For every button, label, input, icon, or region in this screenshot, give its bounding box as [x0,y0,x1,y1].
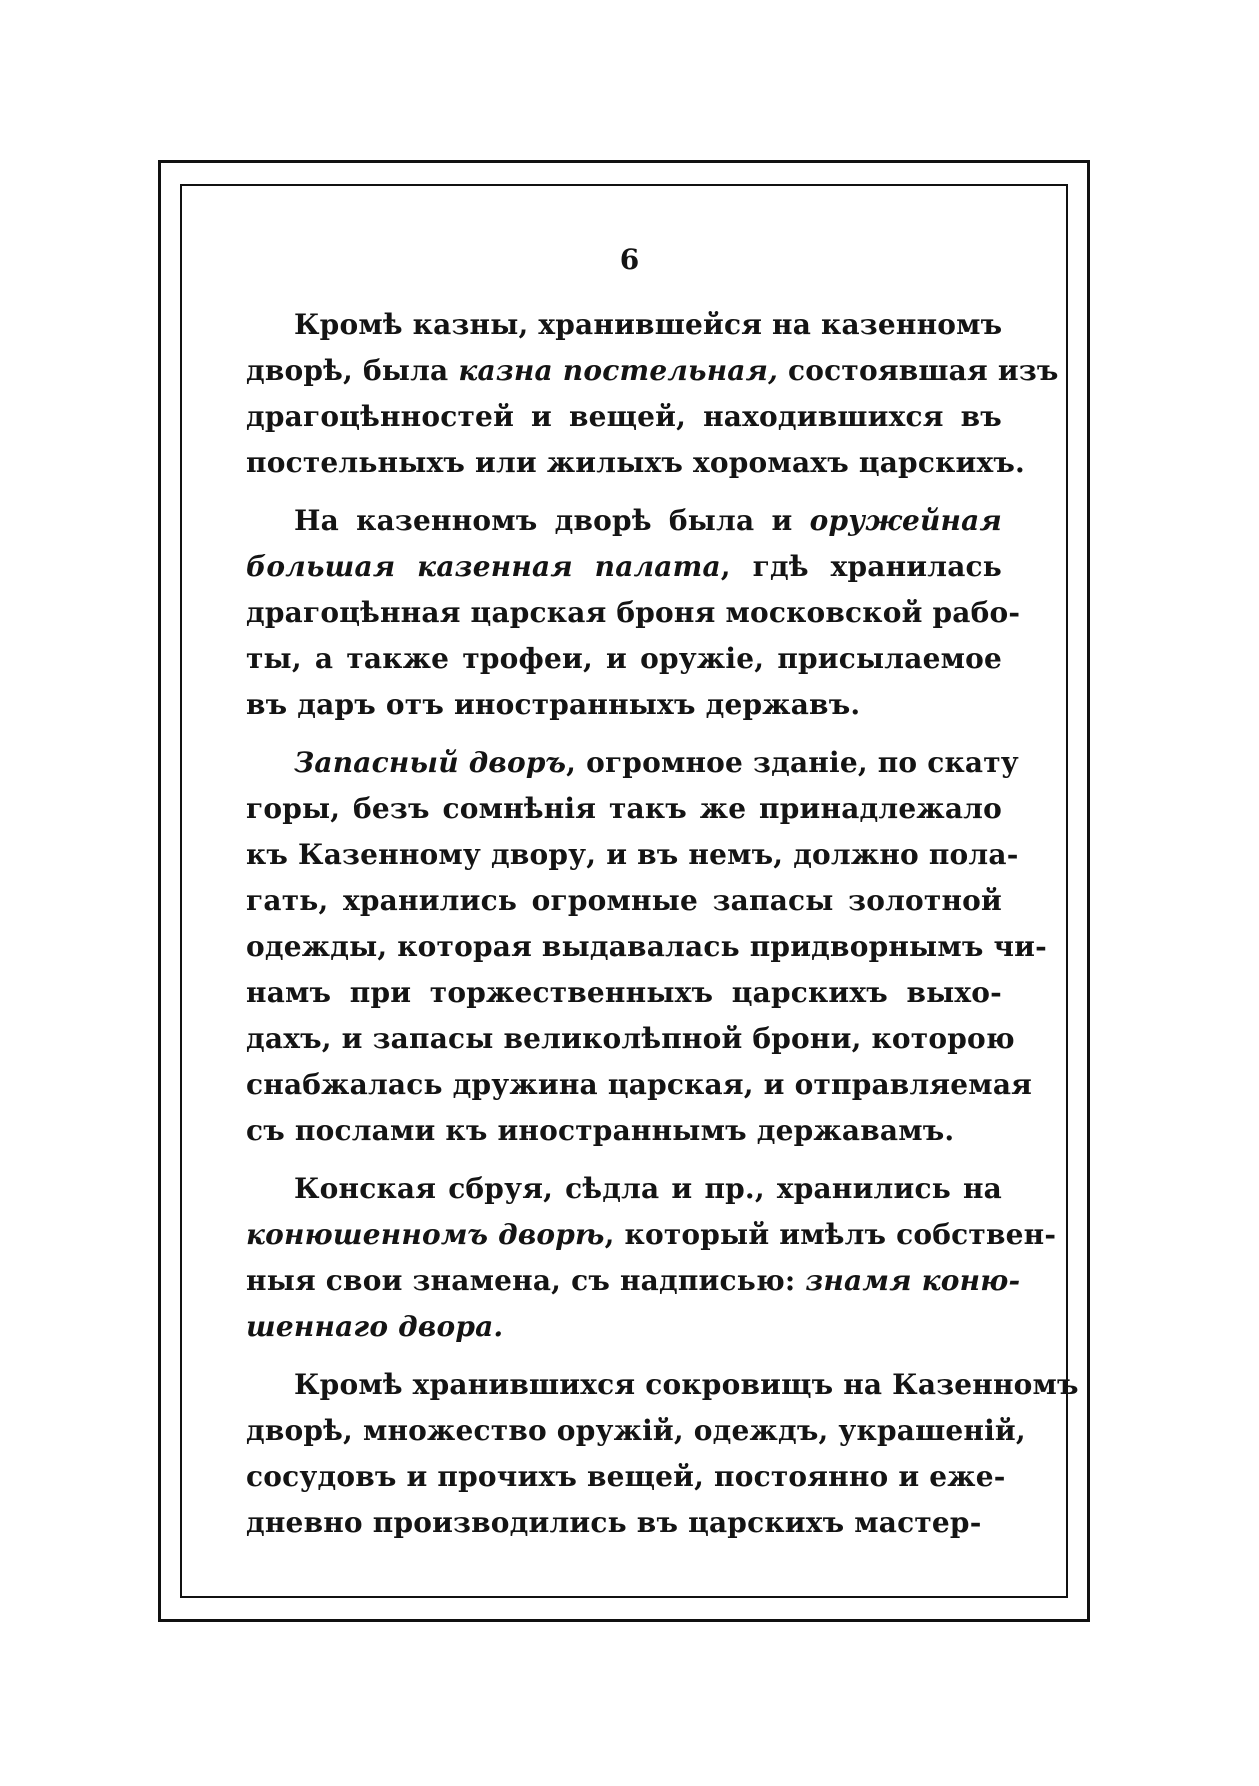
text-line [246,1016,1015,1062]
text-run: съ послами къ иностраннымъ державамъ. [246,1114,955,1147]
text-run: гать, хранились огромные запасы золотной [246,884,1002,917]
text-run: На казенномъ дворѣ была и [294,504,810,537]
text-line [246,1166,1002,1212]
text-line [246,440,1025,486]
text-line [246,636,1002,682]
text-line [246,1362,1079,1408]
text-run: сосудовъ и прочихъ вещей, постоянно и еже- [246,1460,1006,1493]
text-line [246,590,1021,636]
italic-text-run: казна постельная, [458,354,779,387]
text-run: Кромѣ казны, хранившейся на казенномъ [294,308,1003,341]
text-run: дворѣ, множество оружій, одеждъ, украшеній, [246,1414,1026,1447]
text-line [246,1408,1026,1454]
text-run: ты, а также трофеи, и оружіе, присылаемое [246,642,1002,675]
text-run: намъ при торжественныхъ царскихъ выхо- [246,976,1002,1009]
text-line [246,1212,1057,1258]
text-line [246,970,1002,1016]
italic-text-run: Запасный дворъ [294,746,567,779]
italic-text-run: большая казенная палата [246,550,721,583]
italic-text-run: оружейная [809,504,1002,537]
text-run: , который имѣлъ собствен- [604,1218,1057,1251]
paragraph [246,1166,1057,1350]
text-run: дневно производились въ царскихъ мастер- [246,1506,982,1539]
text-line [246,1258,1021,1304]
text-line [246,544,1002,590]
page-number: 6 [619,243,640,276]
text-line [246,348,1059,394]
text-run: дворѣ, была [246,354,459,387]
text-line [246,1062,1033,1108]
text-line [246,302,1002,348]
text-run: драгоцѣнная царская броня московской рабо- [246,596,1021,629]
text-run: къ Казенному двору, и въ немъ, должно пола- [246,838,1019,871]
text-line [246,394,1002,440]
text-run: одежды, которая выдавалась придворнымъ чи- [246,930,1047,963]
text-line [246,740,1019,786]
text-line [246,786,1002,832]
text-line [246,1304,1002,1350]
paragraph [246,740,1047,1154]
text-line [246,498,1002,544]
paragraph [246,1362,1079,1546]
paragraph [246,498,1021,728]
text-run: постельныхъ или жилыхъ хоромахъ царскихъ. [246,446,1025,479]
text-run: горы, безъ сомнѣнія такъ же принадлежало [246,792,1002,825]
paragraph [246,302,1059,486]
text-run: ныя свои знамена, съ надписью: [246,1264,806,1297]
text-run: Кромѣ хранившихся сокровищъ на Казенномъ [294,1368,1079,1401]
italic-text-run: шеннаго двора. [246,1310,504,1343]
text-run: драгоцѣнностей и вещей, находившихся въ [246,400,1002,433]
text-line [246,1500,1002,1546]
text-line [246,832,1019,878]
text-line [246,924,1047,970]
text-line [246,682,1002,728]
body-text [246,302,1079,1546]
text-run: снабжалась дружина царская, и отправляемая [246,1068,1033,1101]
text-run: въ даръ отъ иностранныхъ державъ. [246,688,861,721]
text-run: состоявшая изъ [778,354,1059,387]
text-run: , гдѣ хранилась [720,550,1002,583]
italic-text-run: знамя коню- [805,1264,1021,1297]
text-line [246,1454,1006,1500]
text-line [246,1108,1002,1154]
text-run: Конская сбруя, сѣдла и пр., хранились на [294,1172,1002,1205]
text-line [246,878,1002,924]
italic-text-run: конюшенномъ дворѣ [246,1218,605,1251]
text-run: , огромное зданіе, по скату [566,746,1019,779]
text-run: дахъ, и запасы великолѣпной брони, которою [246,1022,1015,1055]
